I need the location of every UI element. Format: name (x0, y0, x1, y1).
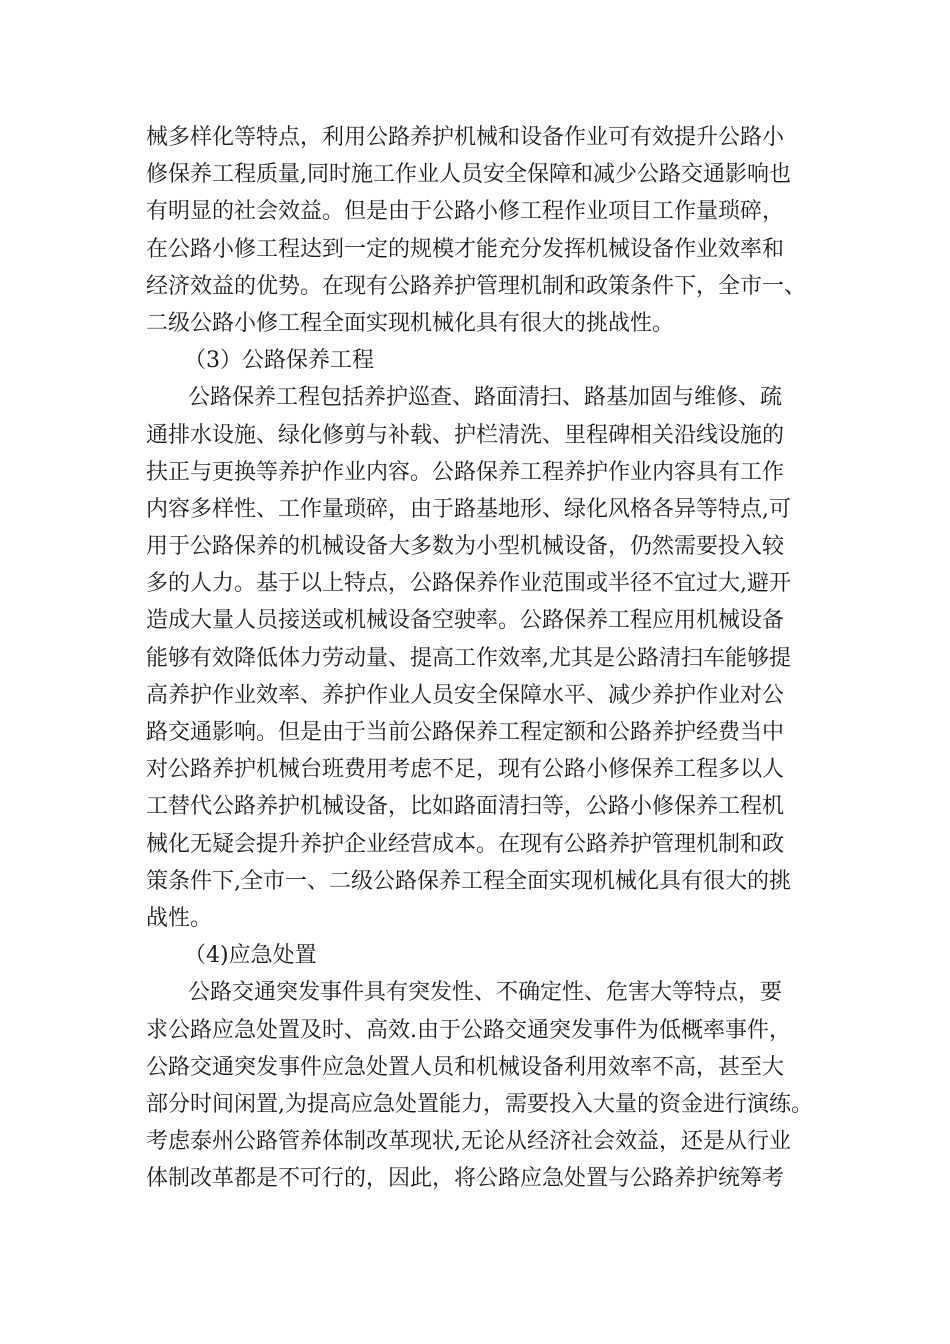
text-line: 二级公路小修工程全面实现机械化具有很大的挑战性。 (146, 310, 675, 336)
paragraph-first-line: 公路保养工程包括养护巡查、路面清扫、路基加固与维修、疏 (188, 385, 783, 411)
text-line: 在公路小修工程达到一定的规模才能充分发挥机械设备作业效率和 (146, 236, 785, 262)
text-line: 内容多样性、工作量琐碎，由于路基地形、绿化风格各异等特点,可 (146, 496, 791, 522)
text-line: 工替代公路养护机械设备，比如路面清扫等，公路小修保养工程机 (146, 794, 785, 820)
text-line: 求公路应急处置及时、高效.由于公路交通突发事件为低概率事件， (146, 1017, 791, 1043)
text-line: 经济效益的优势。在现有公路养护管理机制和政策条件下，全市一、 (146, 273, 807, 299)
text-line: 高养护作业效率、养护作业人员安全保障水平、减少养护作业对公 (146, 682, 785, 708)
text-line: 战性。 (146, 905, 213, 931)
text-line: 修保养工程质量,同时施工作业人员安全保障和减少公路交通影响也 (146, 162, 791, 188)
text-line: 械多样化等特点，利用公路养护机械和设备作业可有效提升公路小 (146, 125, 785, 150)
text-line: 能够有效降低体力劳动量、提高工作效率,尤其是公路清扫车能够提 (146, 645, 791, 671)
text-line: 造成大量人员接送或机械设备空驶率。公路保养工程应用机械设备 (146, 608, 785, 634)
text-line: 体制改革都是不可行的，因此，将公路应急处置与公路养护统筹考 (146, 1166, 785, 1192)
text-line: 通排水设施、绿化修剪与补载、护栏清洗、里程碑相关沿线设施的 (146, 422, 785, 448)
text-line: 用于公路保养的机械设备大多数为小型机械设备，仍然需要投入较 (146, 534, 785, 560)
text-line: 路交通影响。但是由于当前公路保养工程定额和公路养护经费当中 (146, 720, 785, 745)
section-heading: （3）公路保养工程 (184, 348, 374, 374)
body-text (146, 119, 826, 1197)
paragraph-first-line: 公路交通突发事件具有突发性、不确定性、危害大等特点，要 (188, 980, 783, 1006)
text-line: 策条件下,全市一、二级公路保养工程全面实现机械化具有很大的挑 (146, 868, 791, 894)
text-line: 多的人力。基于以上特点，公路保养作业范围或半径不宜过大,避开 (146, 571, 791, 597)
text-line: 考虑泰州公路管养体制改革现状,无论从经济社会效益，还是从行业 (146, 1129, 791, 1155)
text-line: 公路交通突发事件应急处置人员和机械设备利用效率不高，甚至大 (146, 1054, 785, 1080)
section-heading: （4)应急处置 (184, 943, 317, 969)
text-line: 扶正与更换等养护作业内容。公路保养工程养护作业内容具有工作 (146, 459, 785, 485)
text-line: 有明显的社会效益。但是由于公路小修工程作业项目工作量琐碎， (146, 199, 785, 225)
text-line: 对公路养护机械台班费用考虑不足，现有公路小修保养工程多以人 (146, 757, 785, 783)
text-line: 械化无疑会提升养护企业经营成本。在现有公路养护管理机制和政 (146, 831, 785, 857)
text-line: 部分时间闲置,为提高应急处置能力，需要投入大量的资金进行演练。 (146, 1091, 813, 1117)
